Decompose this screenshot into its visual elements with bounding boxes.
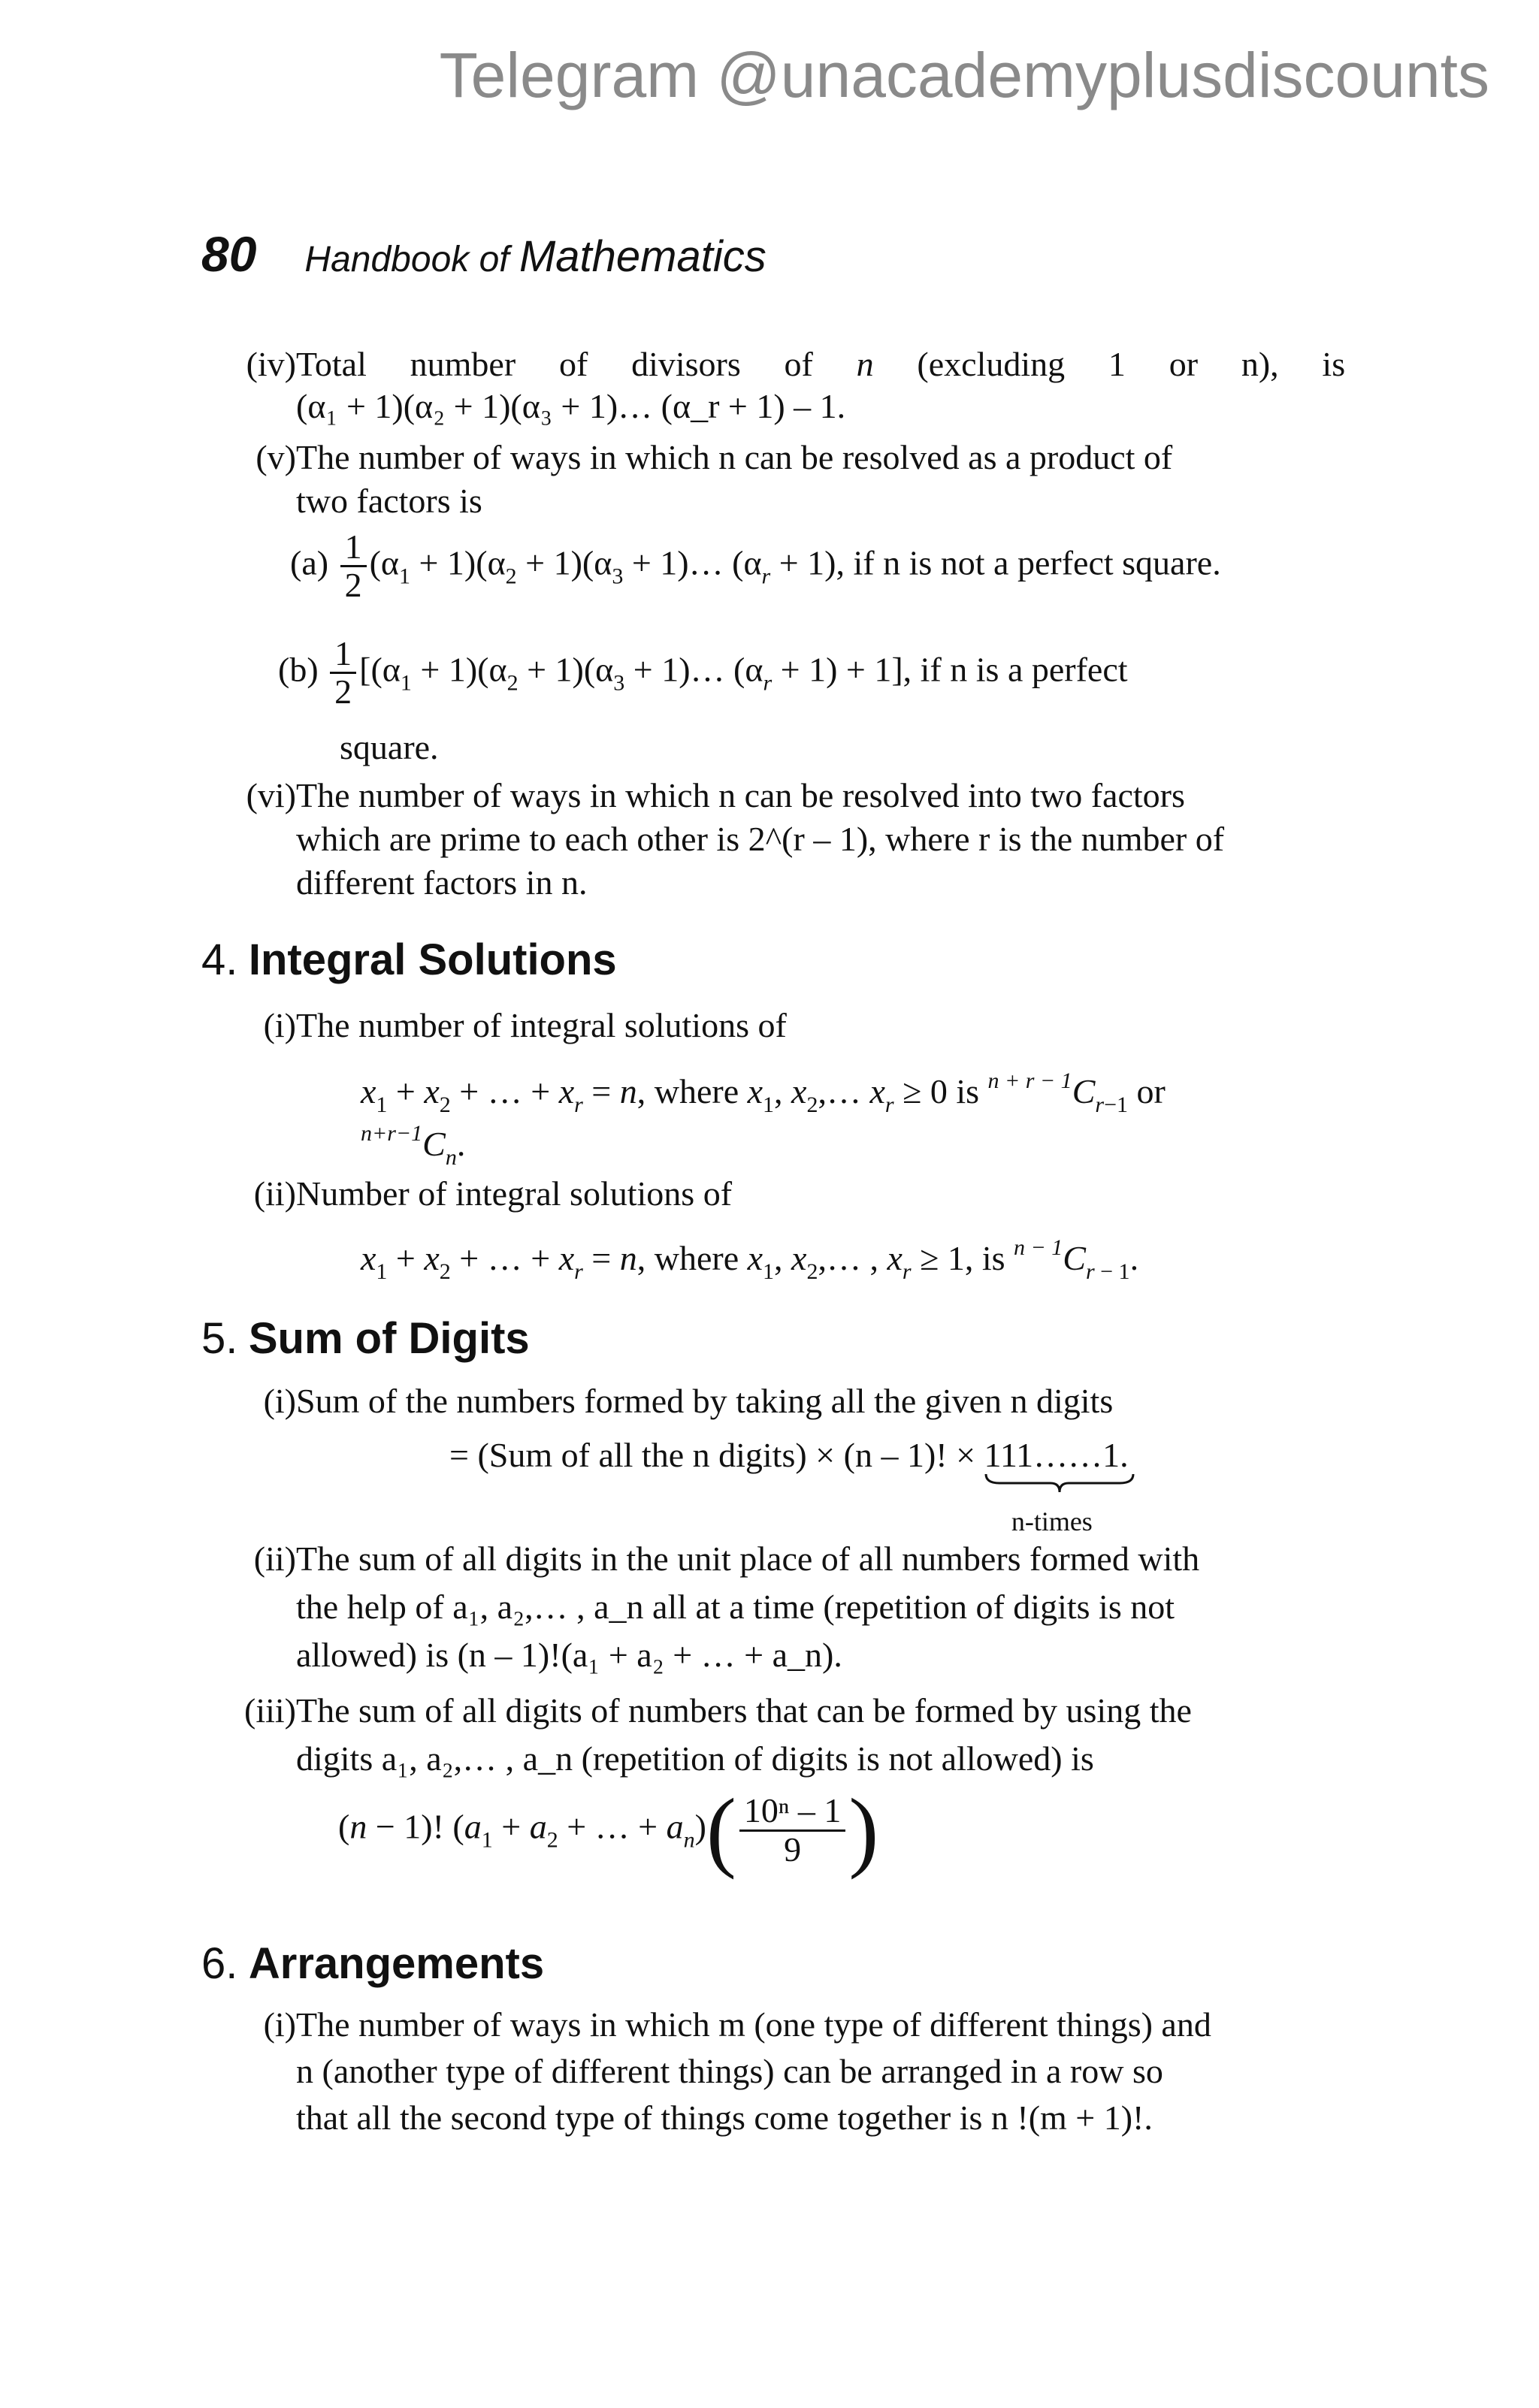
word: (excluding — [917, 345, 1066, 383]
divisors-v-line1: The number of ways in which n can be resolved as a product of — [296, 438, 1173, 476]
word: number — [410, 345, 516, 383]
digits-i-formula-head: = (Sum of all the n digits) × (n – 1)! × — [449, 1436, 976, 1474]
word: or — [1169, 345, 1199, 383]
word: Total — [296, 345, 367, 383]
ones-tail: . — [1120, 1436, 1129, 1474]
divisors-v-b: (b) $\frac{1}{2}$ [$(\alpha_1 + 1)(\alpha_2 + 1)(\alpha_3$ + 1)… $(\alpha_r + 1) + 1$], if n is a perfect — [278, 634, 1128, 712]
integral-i-cond: ≥ 0 is — [893, 1072, 980, 1110]
integral-i-text: The number of integral solutions of — [296, 1006, 787, 1044]
integral-ii-formula: $x_1 + x_2$ + … + $x_r = n$, where $x_1$, $x_2,\dots$ , $x_r \ge 1$, is $^{n - 1}C_{r - 1}$. — [361, 1235, 1139, 1284]
digits-iii-line1: The sum of all digits of numbers that can be formed by using the — [296, 1691, 1192, 1730]
book-title-main: Mathematics — [519, 232, 766, 281]
sub-label-b: (b) — [278, 650, 319, 689]
digits-item-iii — [225, 1689, 1345, 1733]
ones-underbrace — [984, 1434, 1120, 1536]
digits-i-formula — [449, 1434, 1129, 1536]
page-number: 80 — [201, 226, 257, 282]
digits-ii-line1: The sum of all digits in the unit place of all numbers formed with — [296, 1539, 1200, 1578]
digits-iii-line2: digits a₁, a₂,… , a_n (repetition of digits is not allowed) is — [296, 1739, 1094, 1778]
item-label: (iv) — [246, 345, 296, 383]
word: divisors — [631, 345, 741, 383]
integral-i-or: or — [1136, 1072, 1166, 1110]
integral-ii-where: , where — [636, 1239, 739, 1277]
section-title: Arrangements — [248, 1939, 545, 1988]
sub-label-a: (a) — [290, 543, 329, 582]
fraction-numerator: 1 — [330, 636, 356, 674]
integral-item-i — [225, 1004, 1345, 1047]
arrangements-i-line2: n (another type of different things) can be arranged in a row so — [296, 2052, 1163, 2090]
digits-iii-formula: (n − 1)! ($a_1 + a_2$ + … + $a_n$)( $\frac{\text{10ⁿ – 1}}{9}$ ) — [338, 1780, 879, 1880]
section-number: 6. — [201, 1939, 238, 1988]
divisors-iv-line1 — [296, 343, 1345, 386]
word: 1 — [1108, 345, 1126, 383]
divisors-v-b-tail: , if n is a perfect — [903, 650, 1128, 689]
integral-item-ii — [225, 1172, 1345, 1216]
divisors-item-vi — [225, 774, 1345, 817]
fraction-denominator: 2 — [344, 566, 362, 605]
divisors-v-line2: two factors is — [296, 482, 482, 520]
ones-text: 111……1 — [984, 1436, 1120, 1474]
arrangements-i-line1: The number of ways in which m (one type of different things) and — [296, 2005, 1211, 2044]
digits-i-text: Sum of the numbers formed by taking all the given n digits — [296, 1382, 1114, 1420]
word: is — [1322, 345, 1346, 383]
divisors-v-a-tail: , if n is not a perfect square. — [836, 543, 1221, 582]
section-heading-integral — [201, 935, 617, 985]
watermark: Telegram @unacademyplusdiscounts — [439, 40, 1489, 110]
digits-fraction — [739, 1793, 846, 1868]
section-title: Integral Solutions — [248, 935, 617, 984]
digits-ii-line2: the help of a₁, a₂,… , a_n all at a time (repetition of digits is not — [296, 1588, 1175, 1626]
integral-ii-cond: ≥ 1, is — [911, 1239, 1005, 1277]
left-paren: ( — [706, 1780, 736, 1880]
item-label: (ii) — [253, 1174, 296, 1213]
divisors-vi-line2: which are prime to each other is 2^(r – 1), where r is the number of — [296, 820, 1225, 858]
fraction-numerator: 1 — [340, 529, 367, 567]
half-fraction — [340, 529, 367, 604]
divisors-v-b-cont: square. — [340, 728, 439, 766]
divisors-iv-formula: (α₁ + 1)(α₂ + 1)(α₃ + 1)… (α_r + 1) – 1. — [296, 387, 846, 425]
word: n — [856, 345, 874, 383]
underbrace-icon — [984, 1473, 1135, 1495]
item-label: (i) — [263, 2005, 296, 2044]
item-label: (vi) — [246, 776, 296, 814]
section-heading-arrangements — [201, 1938, 544, 1989]
divisors-item-iv — [225, 343, 1345, 386]
right-paren: ) — [848, 1780, 879, 1880]
n-times-label: n-times — [1011, 1506, 1093, 1536]
fraction-denominator: 9 — [784, 1829, 802, 1869]
digits-item-i — [225, 1379, 1345, 1423]
item-label: (iii) — [244, 1691, 296, 1730]
fraction-denominator: 2 — [334, 672, 352, 712]
digits-ii-line3: allowed) is (n – 1)!(a₁ + a₂ + … + a_n). — [296, 1636, 842, 1674]
integral-ii-text: Number of integral solutions of — [296, 1174, 733, 1213]
divisors-vi-line1: The number of ways in which n can be resolved into two factors — [296, 776, 1185, 814]
word: n), — [1241, 345, 1279, 383]
item-label: (ii) — [253, 1539, 296, 1578]
integral-i-alt: $^{n+r-1}C_n$. — [361, 1121, 466, 1170]
divisors-vi-line3: different factors in n. — [296, 863, 588, 902]
fraction-numerator: 10ⁿ – 1 — [739, 1793, 846, 1831]
arrangements-i-line3: that all the second type of things come together is n !(m + 1)!. — [296, 2098, 1153, 2137]
divisors-item-v — [225, 436, 1345, 479]
book-title-prefix: Handbook of — [304, 240, 509, 279]
item-label: (v) — [255, 438, 296, 476]
section-heading-digits — [201, 1313, 530, 1364]
digits-item-ii — [225, 1537, 1345, 1581]
word: of — [784, 345, 813, 383]
section-number: 4. — [201, 935, 238, 984]
section-number: 5. — [201, 1314, 238, 1363]
integral-i-where: , where — [636, 1072, 739, 1110]
section-title: Sum of Digits — [248, 1314, 530, 1363]
integral-i-formula: $x_1 + x_2$ + … + $x_r = n$, where $x_1$, $x_2,\dots$ $x_r \ge 0$ is $^{n + r - 1}C_{r-1}$ or — [361, 1068, 1166, 1117]
item-label: (i) — [263, 1006, 296, 1044]
item-label: (i) — [263, 1382, 296, 1420]
half-fraction — [330, 636, 356, 711]
divisors-v-a: (a) $\frac{1}{2}$ $(\alpha_1 + 1)(\alpha_2 + 1)(\alpha_3$ + 1)… $(\alpha_r + 1)$, if n is not a perfect square. — [290, 527, 1221, 605]
word: of — [558, 345, 588, 383]
arrangements-item-i — [225, 2003, 1345, 2047]
